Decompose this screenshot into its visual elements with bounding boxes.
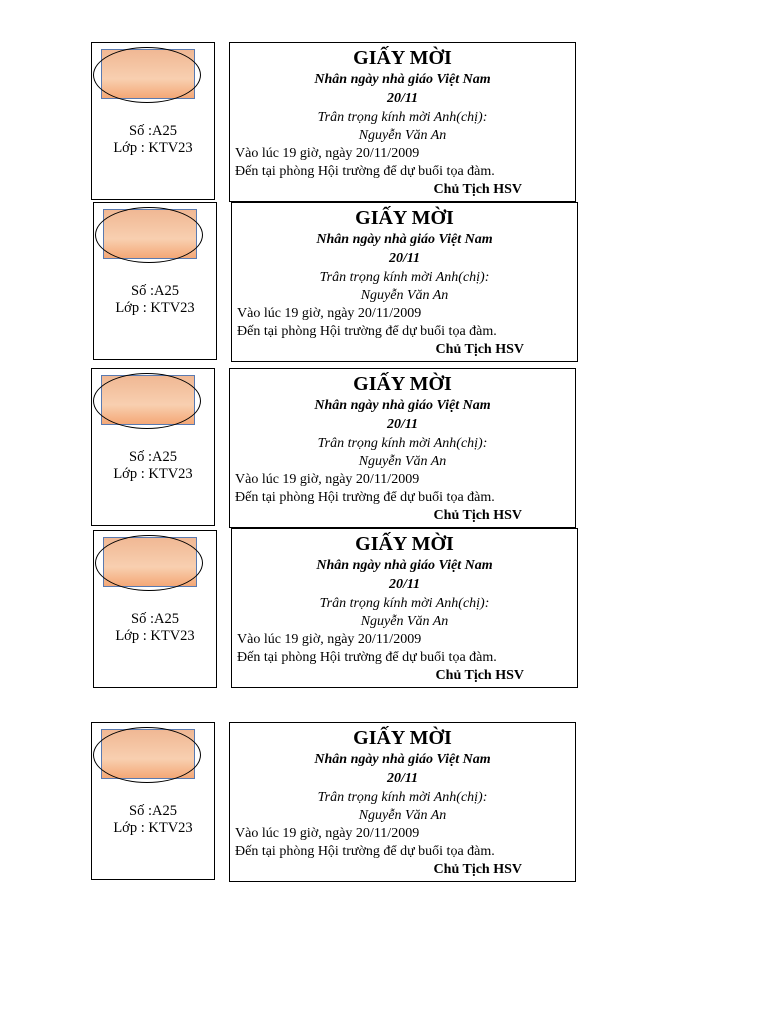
stub-class: Lớp : KTV23 [115,300,195,316]
invitation-stub [91,368,215,526]
invite-line: Trân trọng kính mời Anh(chị): [317,110,488,125]
event-place: Đến tại phòng Hội trường để dự buổi tọa đàm. [235,490,495,505]
invitation-title: GIẤY MỜI [353,727,452,749]
event-place: Đến tại phòng Hội trường để dự buổi tọa đàm. [237,324,497,339]
oval-frame [95,207,203,263]
occasion-text: Nhân ngày nhà giáo Việt Nam [314,752,491,767]
invitation-title: GIẤY MỜI [353,373,452,395]
occasion-date: 20/11 [386,417,419,432]
oval-frame [93,727,201,783]
guest-name: Nguyễn Văn An [358,128,447,143]
signature: Chủ Tịch HSV [433,182,522,197]
invitation-title: GIẤY MỜI [355,207,454,229]
occasion-date: 20/11 [388,577,421,592]
invite-line: Trân trọng kính mời Anh(chị): [319,270,490,285]
invitation-stub [93,202,217,360]
event-time: Vào lúc 19 giờ, ngày 20/11/2009 [237,632,422,647]
stub-class: Lớp : KTV23 [113,820,193,836]
stub-number: Số :A25 [129,803,177,819]
invitation-stub [93,530,217,688]
guest-name: Nguyễn Văn An [360,288,449,303]
occasion-date: 20/11 [386,771,419,786]
occasion-date: 20/11 [388,251,421,266]
guest-name: Nguyễn Văn An [360,614,449,629]
stub-class: Lớp : KTV23 [113,140,193,156]
stub-class: Lớp : KTV23 [115,628,195,644]
signature: Chủ Tịch HSV [435,668,524,683]
invitation-body [231,202,578,362]
occasion-text: Nhân ngày nhà giáo Việt Nam [316,232,493,247]
oval-frame [95,535,203,591]
event-place: Đến tại phòng Hội trường để dự buổi tọa đàm. [235,844,495,859]
event-time: Vào lúc 19 giờ, ngày 20/11/2009 [237,306,422,321]
invite-line: Trân trọng kính mời Anh(chị): [319,596,490,611]
event-place: Đến tại phòng Hội trường để dự buổi tọa đàm. [237,650,497,665]
signature: Chủ Tịch HSV [433,862,522,877]
invite-line: Trân trọng kính mời Anh(chị): [317,790,488,805]
invitation-body [229,722,576,882]
invite-line: Trân trọng kính mời Anh(chị): [317,436,488,451]
occasion-date: 20/11 [386,91,419,106]
signature: Chủ Tịch HSV [433,508,522,523]
event-time: Vào lúc 19 giờ, ngày 20/11/2009 [235,146,420,161]
stub-number: Số :A25 [129,449,177,465]
event-time: Vào lúc 19 giờ, ngày 20/11/2009 [235,826,420,841]
invitation-title: GIẤY MỜI [355,533,454,555]
guest-name: Nguyễn Văn An [358,454,447,469]
invitation-body [231,528,578,688]
stub-number: Số :A25 [131,611,179,627]
event-time: Vào lúc 19 giờ, ngày 20/11/2009 [235,472,420,487]
stub-class: Lớp : KTV23 [113,466,193,482]
occasion-text: Nhân ngày nhà giáo Việt Nam [316,558,493,573]
event-place: Đến tại phòng Hội trường để dự buổi tọa đàm. [235,164,495,179]
occasion-text: Nhân ngày nhà giáo Việt Nam [314,398,491,413]
occasion-text: Nhân ngày nhà giáo Việt Nam [314,72,491,87]
oval-frame [93,373,201,429]
stub-number: Số :A25 [131,283,179,299]
guest-name: Nguyễn Văn An [358,808,447,823]
invitation-title: GIẤY MỜI [353,47,452,69]
invitation-stub [91,722,215,880]
invitation-body [229,368,576,528]
signature: Chủ Tịch HSV [435,342,524,357]
stub-number: Số :A25 [129,123,177,139]
